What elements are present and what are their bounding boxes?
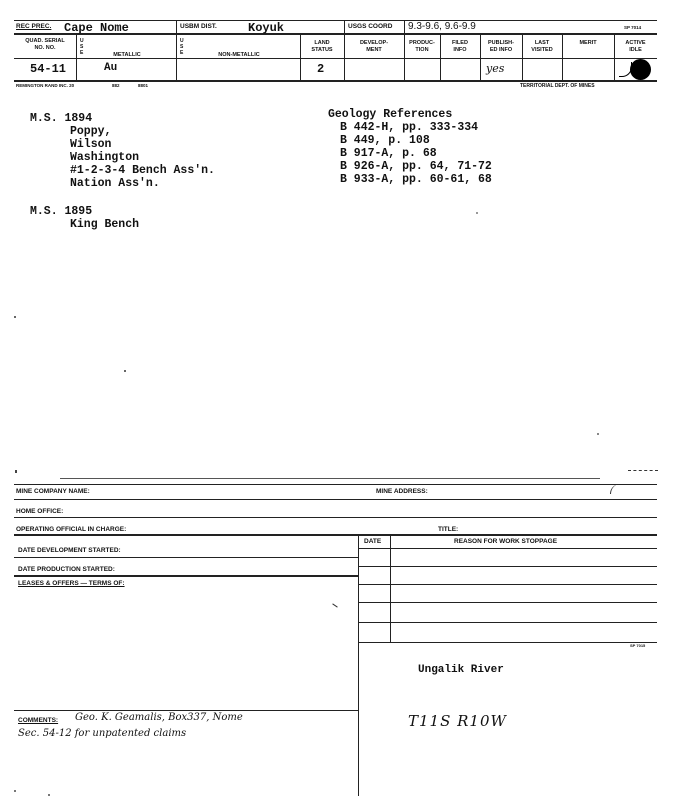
date-production-label: DATE PRODUCTION STARTED: — [18, 566, 115, 573]
stoppage-reason-header: REASON FOR WORK STOPPAGE — [454, 538, 558, 545]
list-item: B 926-A, pp. 64, 71-72 — [340, 160, 492, 173]
col-quad-serial: QUAD. SERIAL NO. NO. — [25, 38, 65, 51]
idle-mark — [619, 62, 632, 77]
col-divider — [176, 33, 177, 80]
value-published-info: yes — [486, 62, 505, 75]
usage-markers: U S E — [80, 38, 84, 56]
township-range: T11S R10W — [408, 712, 507, 730]
divider — [404, 20, 405, 33]
leases-label: LEASES & OFFERS — TERMS OF: — [18, 580, 125, 587]
scan-speck — [476, 212, 478, 214]
comments-text: Sec. 54-12 for unpatented claims — [18, 728, 187, 739]
usbm-dist-label: USBM DIST. — [180, 23, 217, 30]
title-label: TITLE: — [438, 526, 459, 533]
list-item: #1-2-3-4 Bench Ass'n. — [70, 164, 215, 177]
form-rule — [14, 517, 657, 518]
geology-list — [340, 121, 492, 186]
form-corner-curve — [610, 484, 658, 494]
stoppage-date-divider — [390, 534, 391, 642]
form-rule — [14, 499, 657, 500]
form-code-2: SP 7015 — [630, 643, 646, 648]
rec-prec-value: Cape Nome — [64, 21, 129, 35]
form-rule — [14, 557, 358, 558]
form-column-divider — [358, 534, 359, 796]
form-top-rule — [60, 478, 600, 479]
divider — [344, 20, 345, 33]
scan-speck — [48, 794, 50, 796]
usbm-dist-value: Koyuk — [248, 21, 285, 35]
ms-1895-heading: M.S. 1895 — [30, 205, 93, 218]
col-development: DEVELOP- MENT — [359, 40, 389, 53]
value-land-status: 2 — [317, 62, 325, 76]
list-item: Poppy, — [70, 125, 112, 138]
list-item: Wilson — [70, 138, 112, 151]
stoppage-row — [358, 642, 657, 643]
active-status-dot — [630, 59, 651, 80]
stoppage-row — [358, 602, 657, 603]
printer-code: 882 — [112, 83, 120, 88]
divider — [176, 20, 177, 33]
form-rule — [14, 575, 358, 577]
scan-speck — [332, 603, 337, 607]
col-active-idle: ACTIVE IDLE — [625, 40, 646, 53]
form-top-mark — [628, 470, 658, 477]
ms-1895-list — [70, 218, 139, 231]
form-rule — [14, 534, 657, 536]
list-item: Washington — [70, 151, 140, 164]
value-metallic: Au — [104, 62, 118, 74]
scan-speck — [14, 316, 16, 318]
stoppage-row — [358, 584, 657, 585]
comments-text: Geo. K. Geamalis, Box337, Nome — [75, 712, 243, 723]
home-office-label: HOME OFFICE: — [16, 508, 64, 515]
col-filed-info: FILED INFO — [452, 40, 468, 53]
scan-speck — [15, 470, 17, 473]
list-item: B 917-A, p. 68 — [340, 147, 437, 160]
col-production: PRODUC- TION — [409, 40, 435, 53]
comments-label: COMMENTS: — [18, 717, 59, 724]
geology-heading: Geology References — [328, 108, 453, 121]
mine-address-label: MINE ADDRESS: — [376, 488, 428, 495]
printer-code: 8801 — [138, 83, 149, 88]
list-item: B 442-H, pp. 333-334 — [340, 121, 479, 134]
col-published-info: PUBLISH- ED INFO — [488, 40, 514, 53]
col-land-status: LAND STATUS — [311, 40, 333, 53]
col-divider — [76, 33, 77, 80]
mine-company-label: MINE COMPANY NAME: — [16, 488, 90, 495]
list-item: Nation Ass'n. — [70, 177, 160, 190]
list-item: B 933-A, pp. 60-61, 68 — [340, 173, 492, 186]
scan-speck — [14, 790, 16, 792]
usgs-coord-value: 9.3-9.6, 9.6-9.9 — [408, 21, 476, 32]
stoppage-row — [358, 548, 657, 549]
col-merit: MERIT — [579, 40, 597, 46]
value-quad-serial: 54-11 — [30, 62, 67, 76]
dept-name: TERRITORIAL DEPT. OF MINES — [520, 83, 595, 89]
list-item: B 449, p. 108 — [340, 134, 430, 147]
date-development-label: DATE DEVELOPMENT STARTED: — [18, 547, 121, 554]
printer-line: REMINGTON RAND INC. 20 — [16, 83, 75, 88]
scan-speck — [124, 370, 126, 372]
ms-1894-heading: M.S. 1894 — [30, 112, 93, 125]
rec-prec-label: REC PREC. — [16, 23, 52, 30]
form-rule — [14, 710, 358, 711]
stoppage-date-header: DATE — [364, 538, 382, 545]
col-non-metallic: U S E NON-METALLIC — [180, 38, 260, 58]
ms-1894-list — [70, 125, 215, 190]
stoppage-row — [358, 566, 657, 567]
list-item: King Bench — [70, 218, 140, 231]
usgs-coord-label: USGS COORD — [348, 23, 393, 30]
col-metallic: U S E METALLIC — [80, 38, 141, 58]
operating-official-label: OPERATING OFFICIAL IN CHARGE: — [16, 526, 127, 533]
stoppage-row — [358, 622, 657, 623]
col-last-visited: LAST VISITED — [531, 40, 553, 53]
usage-markers: U S E — [180, 38, 184, 56]
form-code: SP 7014 — [624, 25, 642, 30]
scan-speck — [597, 433, 599, 435]
form-rule — [14, 484, 657, 485]
values-bottom-rule — [14, 80, 657, 82]
river-name: Ungalik River — [418, 664, 504, 676]
